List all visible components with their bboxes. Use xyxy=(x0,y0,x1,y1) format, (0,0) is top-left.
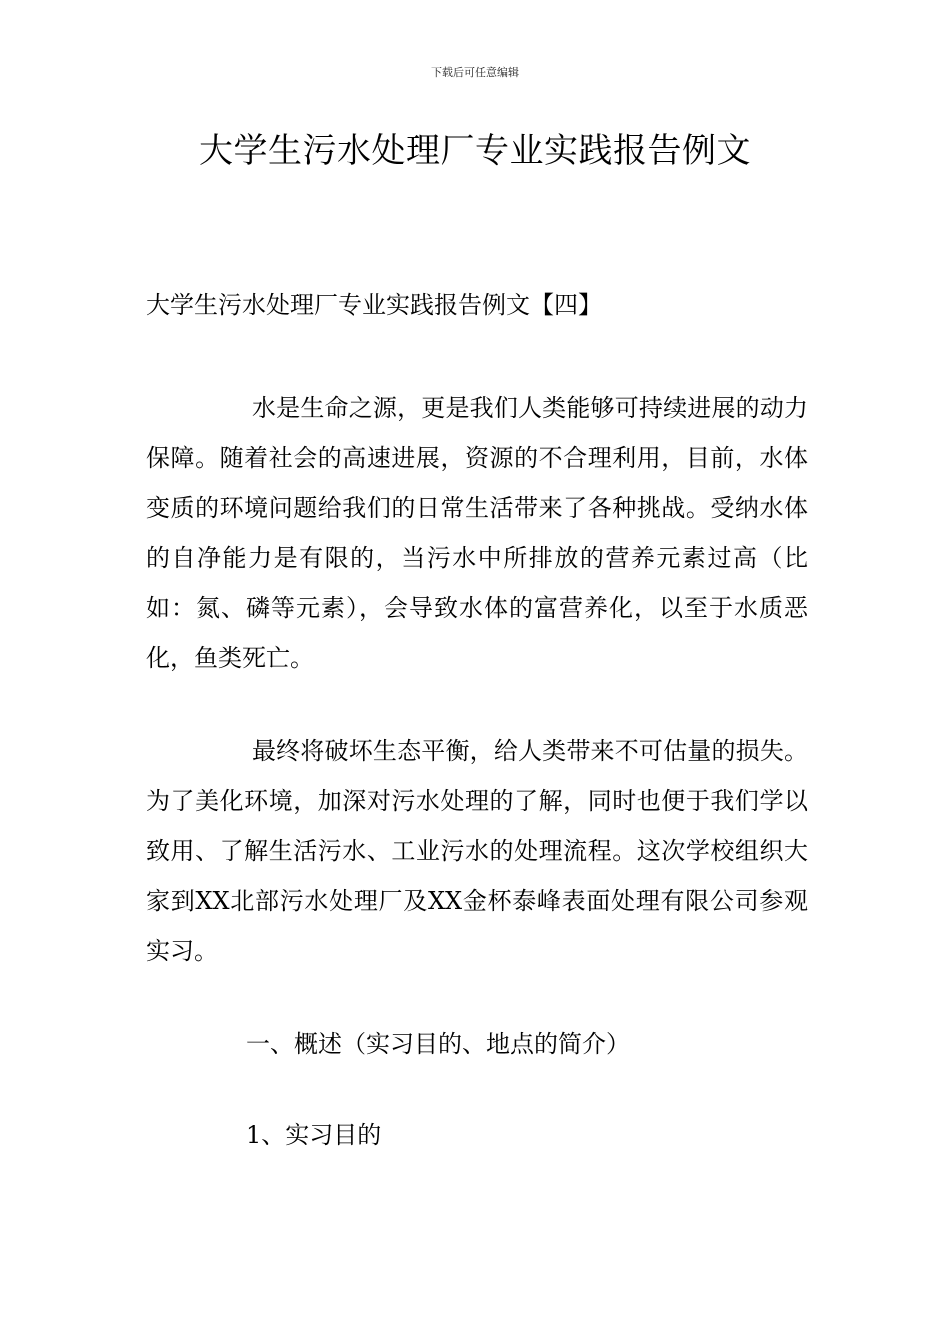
body-paragraph: 最终将破坏生态平衡，给人类带来不可估量的损失。为了美化环境，加深对污水处理的了解，同时也便于我们学以致用、了解生活污水、工业污水的处理流程。这次学校组织大家到XX北部污水处理厂及XX金杯泰峰表面处理有限公司参观实习。 xyxy=(146,737,808,965)
body-paragraph: 水是生命之源，更是我们人类能够可持续进展的动力保障。随着社会的高速进展，资源的不合理利用，目前，水体变质的环境问题给我们的日常生活带来了各种挑战。受纳水体的自净能力是有限的，当污水中所排放的营养元素过高（比如：氮、磷等元素），会导致水体的富营养化，以至于水质恶化，鱼类死亡。 xyxy=(146,394,808,672)
sub-heading: 1、实习目的 xyxy=(246,1121,382,1149)
document-body xyxy=(146,280,808,1160)
document-title: 大学生污水处理厂专业实践报告例文 xyxy=(199,131,751,171)
document-subtitle: 大学生污水处理厂专业实践报告例文【四】 xyxy=(146,291,602,319)
page-header-note: 下载后可任意编辑 xyxy=(431,66,519,79)
section-heading: 一、概述（实习目的、地点的简介） xyxy=(246,1030,630,1058)
